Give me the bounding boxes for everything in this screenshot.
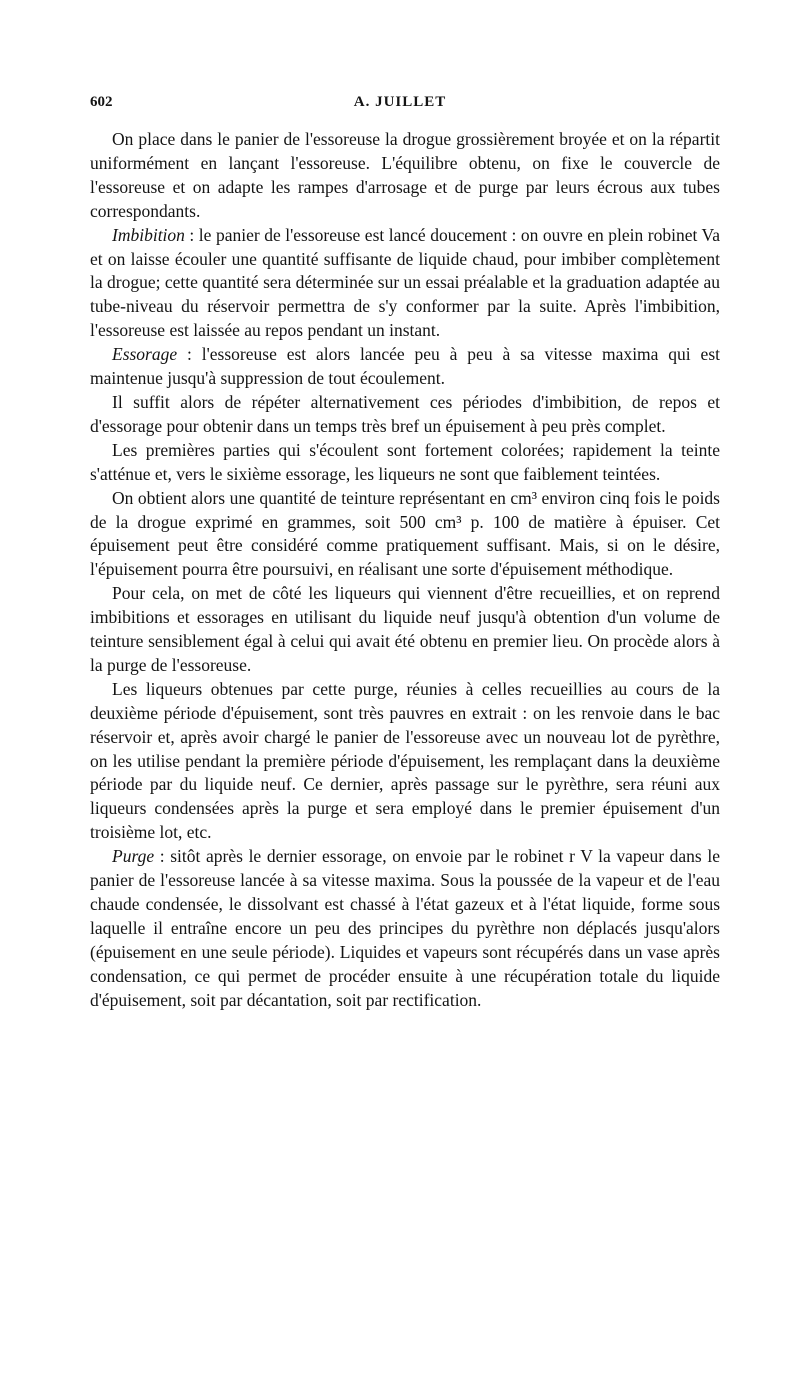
paragraph-text: Les liqueurs obtenues par cette purge, réunies à celles recueillies au cours de la deuxième période d'épuisement, sont très pauvres en extrait : on les renvoie dans le bac réservoir et, après avoir chargé le panier de l'essoreuse avec un nouveau lot de pyrèthre, on les utilise pendant la première période d'épuisement, les remplaçant dans la deuxième période par du liquide neuf. Ce dernier, après passage sur le pyrèthre, sera réuni aux liqueurs condensées après la purge et sera employé dans le premier épuisement d'un troisième lot, etc.: [90, 678, 720, 843]
body-text: [90, 128, 720, 1013]
paragraph-text: On place dans le panier de l'essoreuse la drogue grossièrement broyée et on la répartit uniformément en lançant l'essoreuse. L'équilibre obtenu, on fixe le couvercle de l'essoreuse et on adapte les rampes d'arrosage et de purge par leurs écrous aux tubes correspondants.: [90, 129, 720, 221]
paragraph-text: Pour cela, on met de côté les liqueurs qui viennent d'être recueillies, et on reprend imbibitions et essorages en utilisant du liquide neuf jusqu'à obtention d'un volume de teinture sensiblement égal à celui qui avait été obtenu en premier lieu. On procède alors à la purge de l'essoreuse.: [90, 583, 720, 675]
paragraph-text: : l'essoreuse est alors lancée peu à peu à sa vitesse maxima qui est maintenue jusqu'à suppression de tout écoulement.: [90, 344, 720, 389]
paragraph: [90, 678, 720, 845]
paragraph: [90, 128, 720, 224]
paragraph: [90, 845, 720, 1012]
paragraph: [90, 391, 720, 439]
page-number: 602: [90, 94, 113, 110]
running-title: A. JUILLET: [353, 94, 447, 110]
paragraph-text: On obtient alors une quantité de teinture représentant en cm³ environ cinq fois le poids de la drogue exprimé en grammes, soit 500 cm³ p. 100 de matière à épuiser. Cet épuisement peut être considéré comme pratiquement suffisant. Mais, si on le désire, l'épuisement pourra être poursuivi, en réalisant une sorte d'épuisement méthodique.: [90, 487, 720, 580]
section-lead: Imbibition: [112, 224, 185, 245]
paragraph: [90, 343, 720, 391]
paragraph-text: : le panier de l'essoreuse est lancé doucement : on ouvre en plein robinet Va et on laisse écouler une quantité suffisante de liquide chaud, pour imbiber complètement la drogue; cette quantité sera déterminée sur un essai préalable et la graduation adaptée au tube-niveau du réservoir permettra de s'y conformer par la suite. Après l'imbibition, l'essoreuse est laissée au repos pendant un instant.: [90, 224, 720, 341]
paragraph-text: : sitôt après le dernier essorage, on envoie par le robinet r V la vapeur dans le panier de l'essoreuse lancée à sa vitesse maxima. Sous la poussée de la vapeur et de l'eau chaude condensée, le dissolvant est chassé à l'état gazeux et à l'état liquide, forme sous laquelle il entraîne encore un peu des principes du pyrèthre non déplacés jusqu'alors (épuisement en une seule période). Liquides et vapeurs sont récupérés dans un vase après condensation, ce qui permet de procéder ensuite à une récupération totale du liquide d'épuisement, soit par décantation, soit par rectification.: [90, 846, 720, 1010]
paragraph: [90, 487, 720, 583]
section-lead: Essorage: [112, 344, 178, 365]
paragraph-text: Il suffit alors de répéter alternativement ces périodes d'imbibition, de repos et d'essorage pour obtenir dans un temps très bref un épuisement à peu près complet.: [90, 391, 720, 436]
paragraph: [90, 582, 720, 678]
paragraph: [90, 439, 720, 487]
running-head: [90, 94, 710, 116]
section-lead: Purge: [112, 846, 155, 867]
paragraph-text: Les premières parties qui s'écoulent sont fortement colorées; rapidement la teinte s'atténue et, vers le sixième essorage, les liqueurs ne sont que faiblement teintées.: [90, 439, 720, 484]
paragraph: [90, 224, 720, 344]
